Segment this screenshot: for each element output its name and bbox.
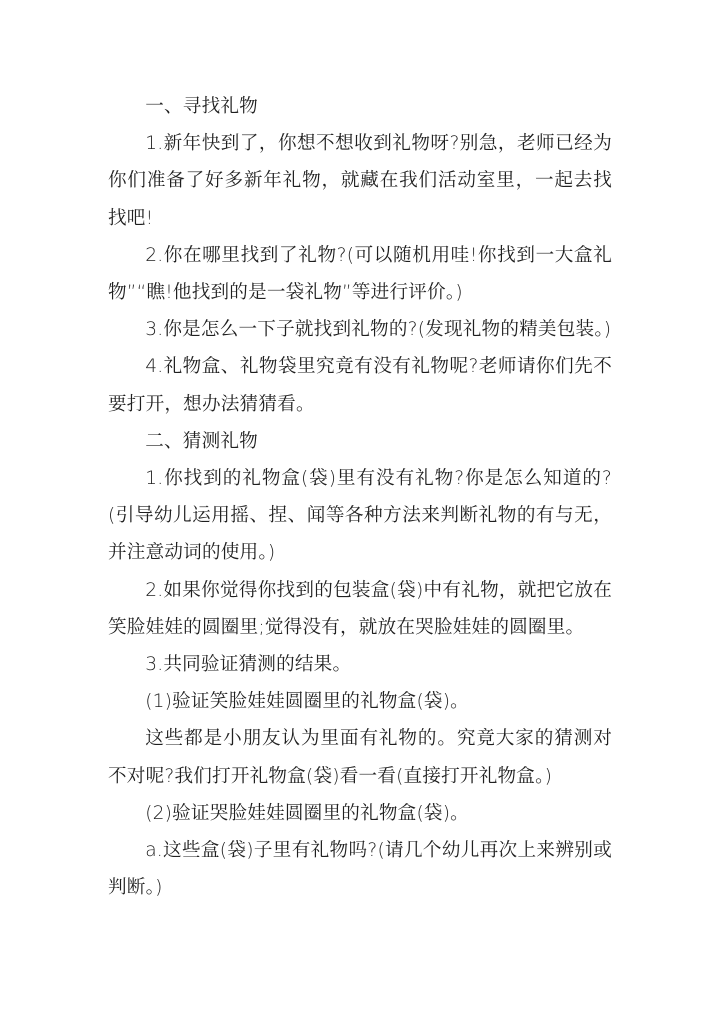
paragraph: (2)验证哭脸娃娃圆圈里的礼物盒(袋)。 xyxy=(145,802,469,824)
section-heading-find-gift: 一、寻找礼物 xyxy=(145,96,258,117)
paragraph: 2.你在哪里找到了礼物?(可以随机用哇!你找到一大盒礼物”“瞧!他找到的是一袋礼物”等进行评价。) xyxy=(108,244,612,304)
paragraph: (1)验证笑脸娃娃圆圈里的礼物盒(袋)。 xyxy=(145,691,469,713)
paragraph: 1.你找到的礼物盒(袋)里有没有礼物?你是怎么知道的?(引导幼儿运用摇、捏、闻等各种方法来判断礼物的有与无，并注意动词的使用。) xyxy=(108,468,612,564)
section-heading-guess-gift: 二、猜测礼物 xyxy=(145,430,258,452)
paragraph: 2.如果你觉得你找到的包装盒(袋)中有礼物，就把它放在笑脸娃娃的圆圈里;觉得没有，就放在哭脸娃娃的圆圈里。 xyxy=(108,579,612,638)
document-body xyxy=(108,88,612,906)
paragraph: 3.共同验证猜测的结果。 xyxy=(145,654,352,676)
paragraph: a.这些盒(袋)子里有礼物吗?(请几个幼儿再次上来辨别或判断。) xyxy=(108,840,612,899)
paragraph: 4.礼物盒、礼物袋里究竟有没有礼物呢?老师请你们先不要打开，想办法猜猜看。 xyxy=(108,356,612,415)
paragraph: 这些都是小朋友认为里面有礼物的。究竟大家的猜测对不对呢?我们打开礼物盒(袋)看一看(直接打开礼物盒。) xyxy=(108,728,612,787)
paragraph: 3.你是怎么一下子就找到礼物的?(发现礼物的精美包装。) xyxy=(145,319,612,341)
paragraph: 1.新年快到了，你想不想收到礼物呀?别急，老师已经为你们准备了好多新年礼物，就藏在我们活动室里，一起去找找吧! xyxy=(108,133,612,229)
